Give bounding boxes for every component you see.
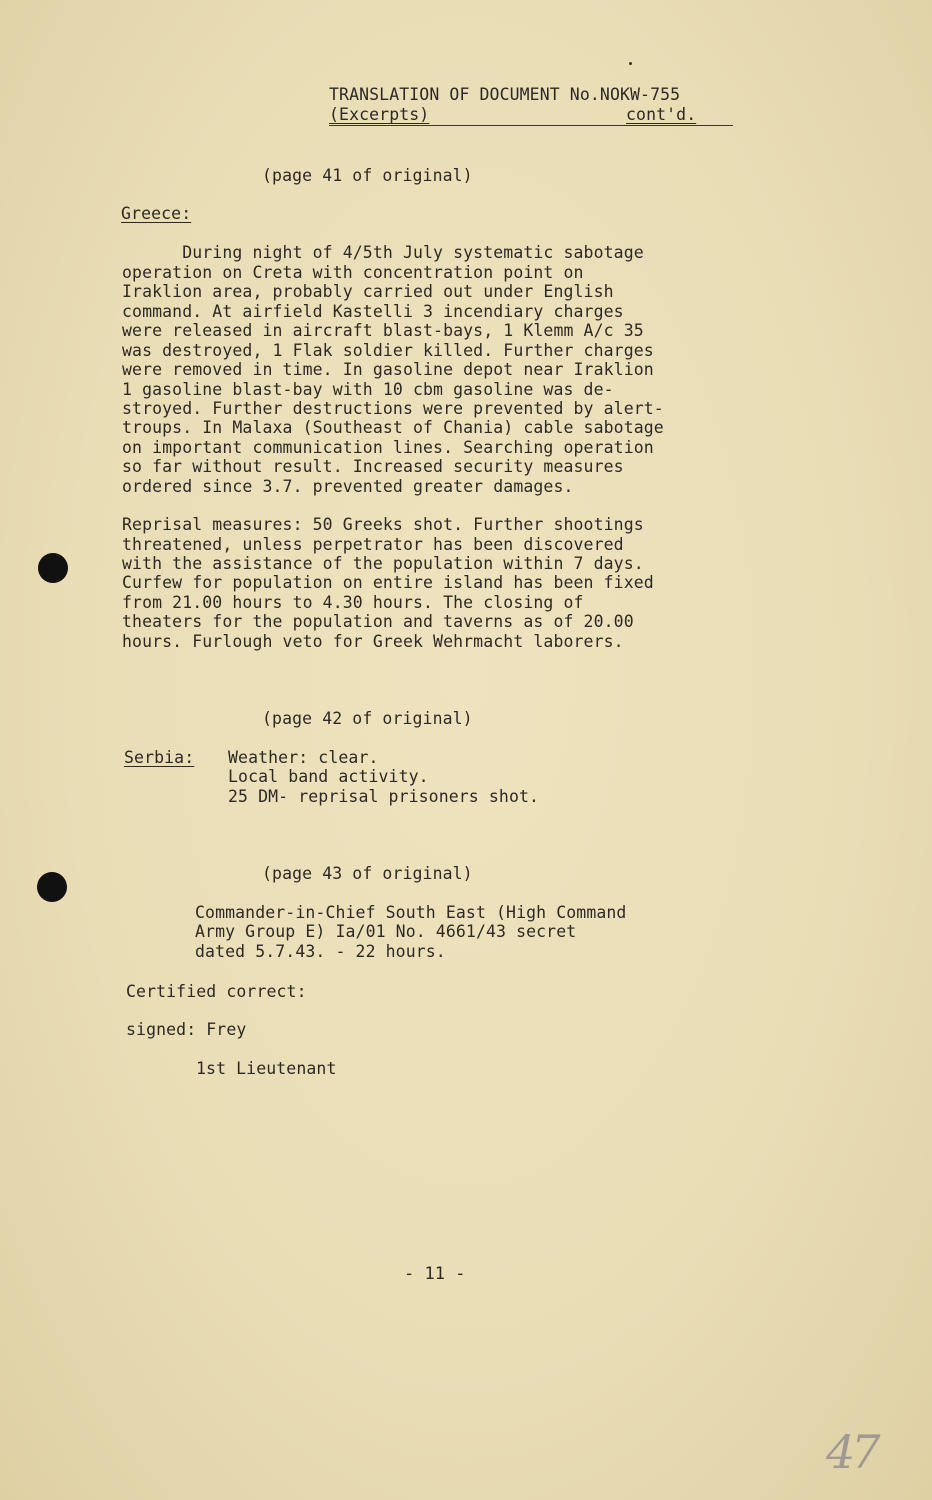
text-line: Local band activity. [228,767,429,786]
text-line: were released in aircraft blast-bays, 1 Klemm A/c 35 [122,321,644,340]
doc-subtitle-contd: cont'd. [626,105,697,124]
text-line: with the assistance of the population within 7 days. [122,554,644,573]
greece-heading: Greece: [121,204,192,223]
page-41-reference: (page 41 of original) [262,166,473,185]
text-line: Reprisal measures: 50 Greeks shot. Further shootings [122,515,644,534]
speck [629,62,632,65]
text-line: theaters for the population and taverns as of 20.00 [122,612,634,631]
text-line: Commander-in-Chief South East (High Command [195,903,627,922]
text-line: troups. In Malaxa (Southeast of Chania) cable sabotage [122,418,664,437]
text-line: command. At airfield Kastelli 3 incendiary charges [122,302,624,321]
serbia-heading: Serbia: [124,748,195,767]
certification: Certified correct: [126,982,307,1001]
text-line: ordered since 3.7. prevented greater damages. [122,477,574,496]
signatory-rank: 1st Lieutenant [196,1059,337,1078]
punch-hole-bottom [37,872,67,902]
text-line: so far without result. Increased security measures [122,457,624,476]
text-line: on important communication lines. Searching operation [122,438,654,457]
text-line: During night of 4/5th July systematic sabotage [122,243,644,262]
text-line: were removed in time. In gasoline depot near Iraklion [122,360,654,379]
punch-hole-top [38,553,68,583]
text-line: 1 gasoline blast-bay with 10 cbm gasoline was de- [122,380,614,399]
text-line: hours. Furlough veto for Greek Wehrmacht laborers. [122,632,624,651]
handwritten-page-number: 47 [826,1425,877,1479]
text-line: Army Group E) Ia/01 No. 4661/43 secret [195,922,577,941]
text-line: threatened, unless perpetrator has been discovered [122,535,624,554]
text-line: was destroyed, 1 Flak soldier killed. Further charges [122,341,654,360]
text-line: operation on Creta with concentration point on [122,263,584,282]
text-line: from 21.00 hours to 4.30 hours. The closing of [122,593,584,612]
doc-title: TRANSLATION OF DOCUMENT No.NOKW-755 [329,85,681,104]
text-line: dated 5.7.43. - 22 hours. [195,942,446,961]
page-number: - 11 - [404,1264,466,1284]
page-43-reference: (page 43 of original) [262,864,473,883]
text-line: Curfew for population on entire island has been fixed [122,573,654,592]
text-line: 25 DM- reprisal prisoners shot. [228,787,540,806]
page-42-reference: (page 42 of original) [262,709,473,728]
text-line: Iraklion area, probably carried out under English [122,282,614,301]
text-line: stroyed. Further destructions were prevented by alert- [122,399,664,418]
doc-subtitle-excerpts: (Excerpts) [329,105,430,124]
signature-line: signed: Frey [126,1020,247,1039]
text-line: Weather: clear. [228,748,379,767]
header-rule [329,125,733,126]
